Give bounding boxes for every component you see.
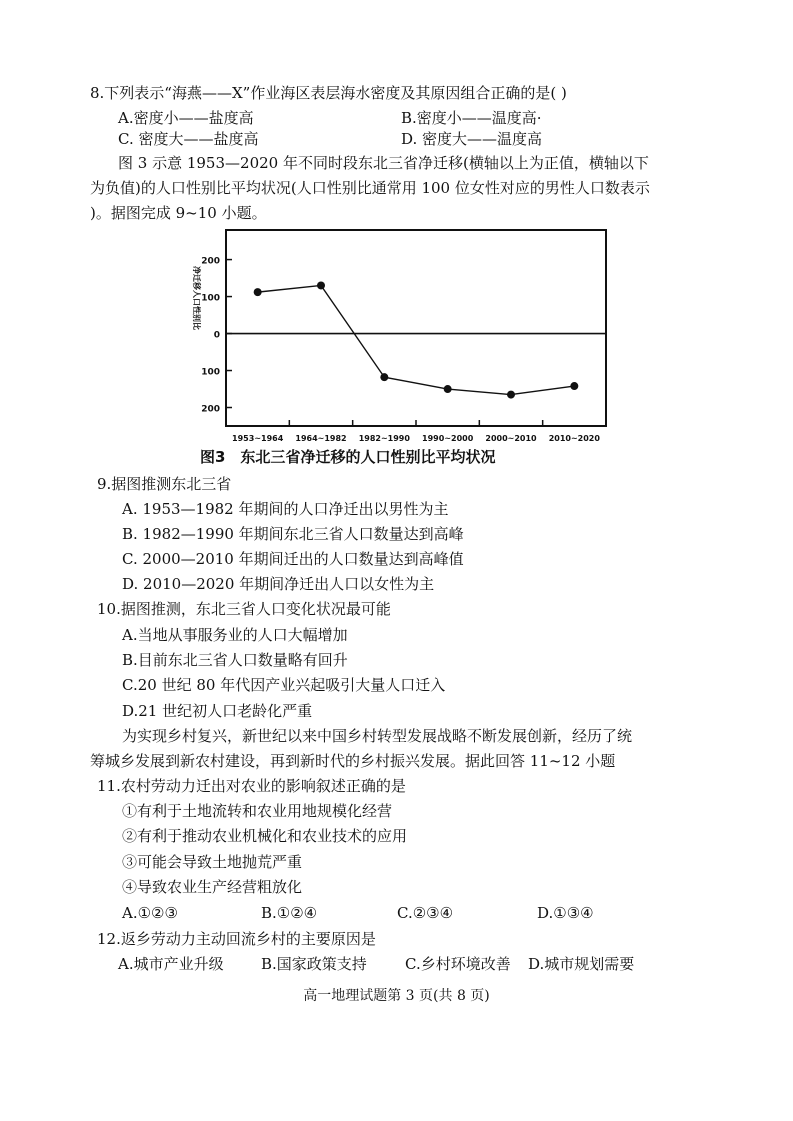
q10-option-c: C.20 世纪 80 年代因产业兴起吸引大量人口迁入 — [122, 676, 446, 694]
q9-option-b: B. 1982—1990 年期间东北三省人口数量达到高峰 — [122, 525, 464, 543]
y-tick-label: 0 — [213, 330, 220, 341]
rural-intro-line2: 筹城乡发展到新农村建设，再到新时代的乡村振兴发展。据此回答 11~12 小题 — [90, 752, 616, 770]
data-point — [380, 373, 388, 381]
x-tick-label: 1964~1982 — [295, 434, 347, 443]
x-tick-label: 2010~2020 — [548, 434, 600, 443]
series-line — [258, 285, 575, 394]
x-tick-label: 1953~1964 — [232, 434, 284, 443]
chart-svg — [180, 218, 610, 448]
x-tick-label: 2000~2010 — [485, 434, 537, 443]
q10-option-d: D.21 世纪初人口老龄化严重 — [122, 702, 313, 720]
data-point — [317, 281, 325, 289]
y-tick-label: 200 — [201, 256, 220, 267]
data-point — [507, 391, 515, 399]
q11-option-c: C.②③④ — [397, 904, 454, 922]
q11-option-a: A.①②③ — [122, 904, 178, 922]
q11-stem: 11.农村劳动力迁出对农业的影响叙述正确的是 — [97, 777, 406, 795]
q10-option-a: A.当地从事服务业的人口大幅增加 — [122, 626, 348, 644]
figure-intro-line3: )。据图完成 9~10 小题。 — [90, 204, 267, 222]
q10-stem: 10.据图推测，东北三省人口变化状况最可能 — [97, 600, 391, 618]
q9-stem: 9.据图推测东北三省 — [97, 475, 232, 493]
q12-option-c: C.乡村环境改善 — [405, 955, 511, 973]
figure-intro-line1: 图 3 示意 1953—2020 年不同时段东北三省净迁移(横轴以上为正值，横轴以下 — [118, 154, 649, 172]
q12-option-b: B.国家政策支持 — [261, 955, 367, 973]
q10-option-b: B.目前东北三省人口数量略有回升 — [122, 651, 348, 669]
q8-stem: 8.下列表示“海燕——X”作业海区表层海水密度及其原因组合正确的是( ) — [90, 84, 567, 102]
x-tick-label: 1982~1990 — [358, 434, 410, 443]
figure-caption: 图3 东北三省净迁移的人口性别比平均状况 — [200, 448, 496, 466]
q9-option-d: D. 2010—2020 年期间净迁出人口以女性为主 — [122, 575, 435, 593]
q8-option-d: D. 密度大——温度高 — [401, 130, 543, 148]
q9-option-a: A. 1953—1982 年期间的人口净迁出以男性为主 — [122, 500, 449, 518]
plot-frame — [226, 230, 606, 426]
x-tick-label: 1990~2000 — [422, 434, 474, 443]
data-point — [254, 288, 262, 296]
q8-option-c: C. 密度大——盐度高 — [118, 130, 259, 148]
data-point — [570, 382, 578, 390]
q11-statement-3: ③可能会导致土地抛荒严重 — [122, 853, 303, 871]
figure-intro-line2: 为负值)的人口性别比平均状况(人口性别比通常用 100 位女性对应的男性人口数表示 — [90, 179, 650, 197]
q11-option-b: B.①②④ — [261, 904, 318, 922]
q11-statement-1: ①有利于土地流转和农业用地规模化经营 — [122, 802, 393, 820]
page-footer: 高一地理试题第 3 页(共 8 页) — [303, 988, 490, 1004]
y-tick-label: 100 — [201, 367, 220, 378]
q11-statement-4: ④导致农业生产经营粗放化 — [122, 878, 303, 896]
data-point — [444, 385, 452, 393]
y-tick-label: 100 — [201, 293, 220, 304]
y-tick-label: 200 — [201, 404, 220, 415]
q11-statement-2: ②有利于推动农业机械化和农业技术的应用 — [122, 827, 408, 845]
q12-stem: 12.返乡劳动力主动回流乡村的主要原因是 — [97, 930, 376, 948]
y-axis-label: 净迁移人口性别比 — [192, 266, 201, 330]
q9-option-c: C. 2000—2010 年期间迁出的人口数量达到高峰值 — [122, 550, 464, 568]
q11-option-d: D.①③④ — [537, 904, 594, 922]
rural-intro-line1: 为实现乡村复兴，新世纪以来中国乡村转型发展战略不断发展创新，经历了统 — [122, 727, 633, 745]
q12-option-a: A.城市产业升级 — [118, 955, 224, 973]
q8-option-b: B.密度小——温度高· — [401, 109, 542, 127]
migration-sex-ratio-chart — [180, 218, 610, 468]
q12-option-d: D.城市规划需要 — [528, 955, 635, 973]
q8-option-a: A.密度小——盐度高 — [118, 109, 254, 127]
